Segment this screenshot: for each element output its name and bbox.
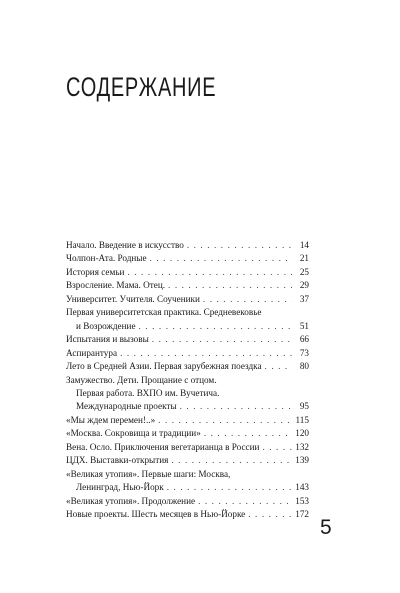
toc-page-number: 95 bbox=[299, 401, 309, 412]
toc-entry bbox=[66, 495, 309, 508]
toc-entry-title: «Великая утопия». Продолжение bbox=[66, 495, 196, 506]
toc-entry-title-continued: Ленинград, Нью-Йорк bbox=[76, 482, 164, 493]
toc-page-number: 143 bbox=[295, 482, 309, 493]
toc-entry-title: «Великая утопия». Первые шаги: Москва, bbox=[66, 468, 231, 479]
dot-leader bbox=[120, 347, 292, 360]
toc-entry-title: Вена. Осло. Приключения вегетарианца в России bbox=[66, 441, 260, 452]
dot-leader bbox=[152, 333, 292, 346]
toc-entry bbox=[66, 252, 309, 265]
toc-page-number: 73 bbox=[299, 347, 309, 358]
toc-page-number: 80 bbox=[299, 361, 309, 372]
toc-entry-title: Чолпон-Ата. Родные bbox=[66, 253, 147, 264]
toc-page-number: 66 bbox=[299, 334, 309, 345]
toc-entry-title: История семьи bbox=[66, 266, 125, 277]
dot-leader bbox=[204, 427, 292, 440]
dot-leader bbox=[171, 454, 292, 467]
toc-entry bbox=[66, 279, 309, 292]
toc-entry-title: Взросление. Мама. Отец. bbox=[66, 280, 166, 291]
toc-page-number: 132 bbox=[295, 441, 309, 452]
toc-entry bbox=[66, 347, 309, 360]
toc-page-number: 115 bbox=[295, 414, 309, 425]
dot-leader bbox=[187, 239, 292, 252]
toc-entry-title: «Москва. Сокровища и традиции» bbox=[66, 428, 201, 439]
table-of-contents bbox=[66, 239, 309, 522]
toc-entry bbox=[66, 508, 309, 521]
toc-entry-title-continued: и Возрождение bbox=[76, 320, 136, 331]
dot-leader bbox=[262, 441, 292, 454]
toc-page-number: 153 bbox=[295, 495, 309, 506]
toc-entry bbox=[66, 468, 309, 495]
page-title: СОДЕРЖАНИЕ bbox=[66, 72, 217, 102]
toc-page-number: 14 bbox=[299, 240, 309, 250]
toc-entry bbox=[66, 454, 309, 467]
dot-leader bbox=[248, 508, 292, 521]
toc-entry-title: «Мы ждем перемен!..» bbox=[66, 414, 156, 425]
toc-entry-title: Замужество. Дети. Прощание с отцом. bbox=[66, 374, 217, 385]
toc-entry bbox=[66, 360, 309, 373]
page-number: 5 bbox=[320, 516, 332, 539]
dot-leader bbox=[158, 414, 292, 427]
toc-entry bbox=[66, 441, 309, 454]
toc-entry bbox=[66, 306, 309, 333]
dot-leader bbox=[198, 495, 292, 508]
toc-entry bbox=[66, 266, 309, 279]
dot-leader bbox=[265, 360, 292, 373]
toc-page-number: 21 bbox=[299, 253, 309, 264]
toc-entry-title: Первая университетская практика. Средневековье bbox=[66, 307, 262, 318]
toc-page-number: 29 bbox=[299, 280, 309, 291]
toc-page-number: 120 bbox=[295, 428, 309, 439]
toc-page-number: 37 bbox=[299, 293, 309, 304]
dot-leader bbox=[203, 293, 292, 306]
toc-page-number: 51 bbox=[299, 320, 309, 331]
toc-entry-title: Аспирантура bbox=[66, 347, 118, 358]
dot-leader bbox=[180, 400, 292, 413]
toc-entry bbox=[66, 414, 309, 427]
toc-entry-title: Новые проекты. Шесть месяцев в Нью-Йорке bbox=[66, 509, 246, 520]
toc-entry-title: ЦДХ. Выставки-открытия bbox=[66, 455, 169, 466]
dot-leader bbox=[139, 320, 292, 333]
toc-entry-title-continued: Международные проекты bbox=[76, 401, 177, 412]
toc-entry-title: Университет. Учителя. Соученики bbox=[66, 293, 200, 304]
dot-leader bbox=[168, 279, 292, 292]
toc-entry bbox=[66, 374, 309, 414]
toc-entry bbox=[66, 427, 309, 440]
toc-entry-title: Испытания и вызовы bbox=[66, 334, 149, 345]
toc-page-number: 172 bbox=[295, 509, 309, 520]
dot-leader bbox=[127, 266, 292, 279]
dot-leader bbox=[167, 481, 292, 494]
dot-leader bbox=[150, 252, 292, 265]
toc-entry-title: Лето в Средней Азии. Первая зарубежная поездка bbox=[66, 361, 262, 372]
toc-entry-title: Начало. Введение в искусство bbox=[66, 240, 184, 250]
toc-entry bbox=[66, 239, 309, 252]
toc-entry bbox=[66, 293, 309, 306]
toc-page-number: 139 bbox=[295, 455, 309, 466]
toc-entry-title-continued: Первая работа. ВХПО им. Вучетича. bbox=[76, 387, 220, 398]
toc-entry bbox=[66, 333, 309, 346]
toc-page-number: 25 bbox=[299, 266, 309, 277]
